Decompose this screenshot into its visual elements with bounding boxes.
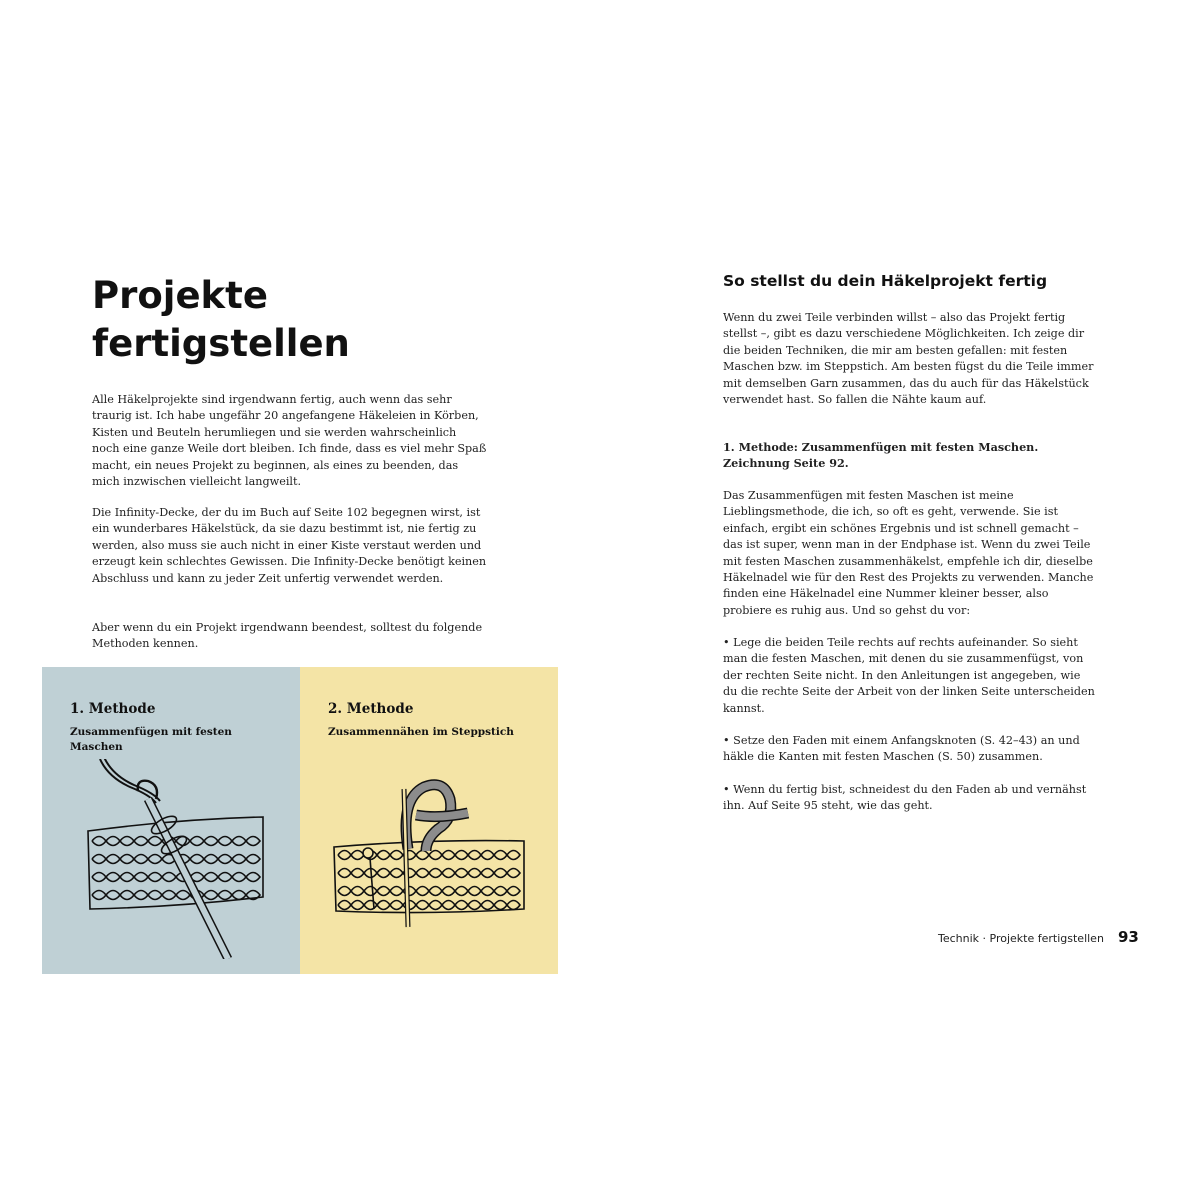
intro-paragraph-1: Alle Häkelprojekte sind irgendwann fertig, auch wenn das sehr traurig ist. Ich habe ungefähr 20 angefangene Häkeleien in Körben, Kisten und Beuteln herumliegen und sie werden wahrscheinlich noch eine ganze Weile dort bleiben. Ich finde, dass es viel mehr Spaß macht, ein neues Projekt zu beginnen, als eines zu beenden, das mich inzwischen vielleicht langweilt. bbox=[92, 393, 487, 489]
page-title-line-2: fertigstellen bbox=[92, 322, 350, 365]
method-1-heading-line-2: Zeichnung Seite 92. bbox=[723, 456, 849, 471]
needle-stitch-illustration bbox=[328, 759, 528, 959]
method-1-heading-line-1: 1. Methode: Zusammenfügen mit festen Maschen. bbox=[723, 440, 1039, 454]
intro-paragraph-2: Die Infinity-Decke, der du im Buch auf Seite 102 begegnen wirst, ist ein wunderbares Häkelstück, da sie dazu bestimmt ist, nie fertig zu werden, also muss sie auch nicht in einer Kiste verstaut werden und erzeugt kein schlechtes Gewissen. Die Infinity-Decke benötigt keinen Abschluss und kann zu jeder Zeit unfertig verwendet werden. bbox=[92, 506, 487, 585]
section-heading: So stellst du dein Häkelprojekt fertig bbox=[723, 272, 1048, 290]
page-title-line-1: Projekte bbox=[92, 274, 268, 317]
method-2-panel bbox=[300, 667, 558, 974]
running-footer: Technik · Projekte fertigstellen bbox=[938, 932, 1104, 945]
bullet-item-3: • Wenn du fertig bist, schneidest du den Faden ab und vernähst ihn. Auf Seite 95 steht, wie das geht. bbox=[723, 783, 1087, 813]
page-title bbox=[92, 272, 512, 368]
method-1-panel bbox=[42, 667, 300, 974]
right-intro-paragraph: Wenn du zwei Teile verbinden willst – also das Projekt fertig stellst –, gibt es dazu verschiedene Möglichkeiten. Ich zeige dir die beiden Techniken, die mir am besten gefallen: mit festen Maschen bzw. im Steppstich. Am besten fügst du die Teile immer mit demselben Garn zusammen, das du auch für das Häkelstück verwendet hast. So fallen die Nähte kaum auf. bbox=[723, 311, 1094, 407]
page-number: 93 bbox=[1118, 928, 1139, 946]
bullet-item-2: • Setze den Faden mit einem Anfangsknoten (S. 42–43) an und häkle die Kanten mit festen Maschen (S. 50) zusammen. bbox=[723, 734, 1080, 764]
bullet-item-1: • Lege die beiden Teile rechts auf rechts aufeinander. So sieht man die festen Maschen, mit denen du sie zusammenfügst, von der rechten Seite nicht. In den Anleitungen ist angegeben, wie du die rechte Seite der Arbeit von der linken Seite unterscheiden kannst. bbox=[723, 636, 1095, 715]
method-2-subtitle: Zusammennähen im Steppstich bbox=[328, 726, 514, 738]
method-1-text: Das Zusammenfügen mit festen Maschen ist meine Lieblingsmethode, die ich, so oft es geht, verwende. Sie ist einfach, ergibt ein schönes Ergebnis und ist schnell gemacht – das ist super, wenn man in der Endphase ist. Wenn du zwei Teile mit festen Maschen zusammenhäkelst, empfehle ich dir, dieselbe Häkelnadel wie für den Rest des Projekts zu verwenden. Manche finden eine Häkelnadel eine Nummer kleiner besser, also probiere es ruhig aus. Und so gehst du vor: bbox=[723, 489, 1094, 617]
method-2-title: 2. Methode bbox=[328, 701, 414, 717]
intro-paragraph-3: Aber wenn du ein Projekt irgendwann beendest, solltest du folgende Methoden kennen. bbox=[92, 621, 483, 651]
method-1-heading bbox=[723, 439, 1098, 472]
right-page bbox=[600, 0, 1200, 1200]
method-1-title: 1. Methode bbox=[70, 701, 156, 717]
crochet-hook-illustration bbox=[78, 759, 278, 959]
method-1-subtitle: Zusammenfügen mit festen Maschen bbox=[70, 726, 232, 753]
